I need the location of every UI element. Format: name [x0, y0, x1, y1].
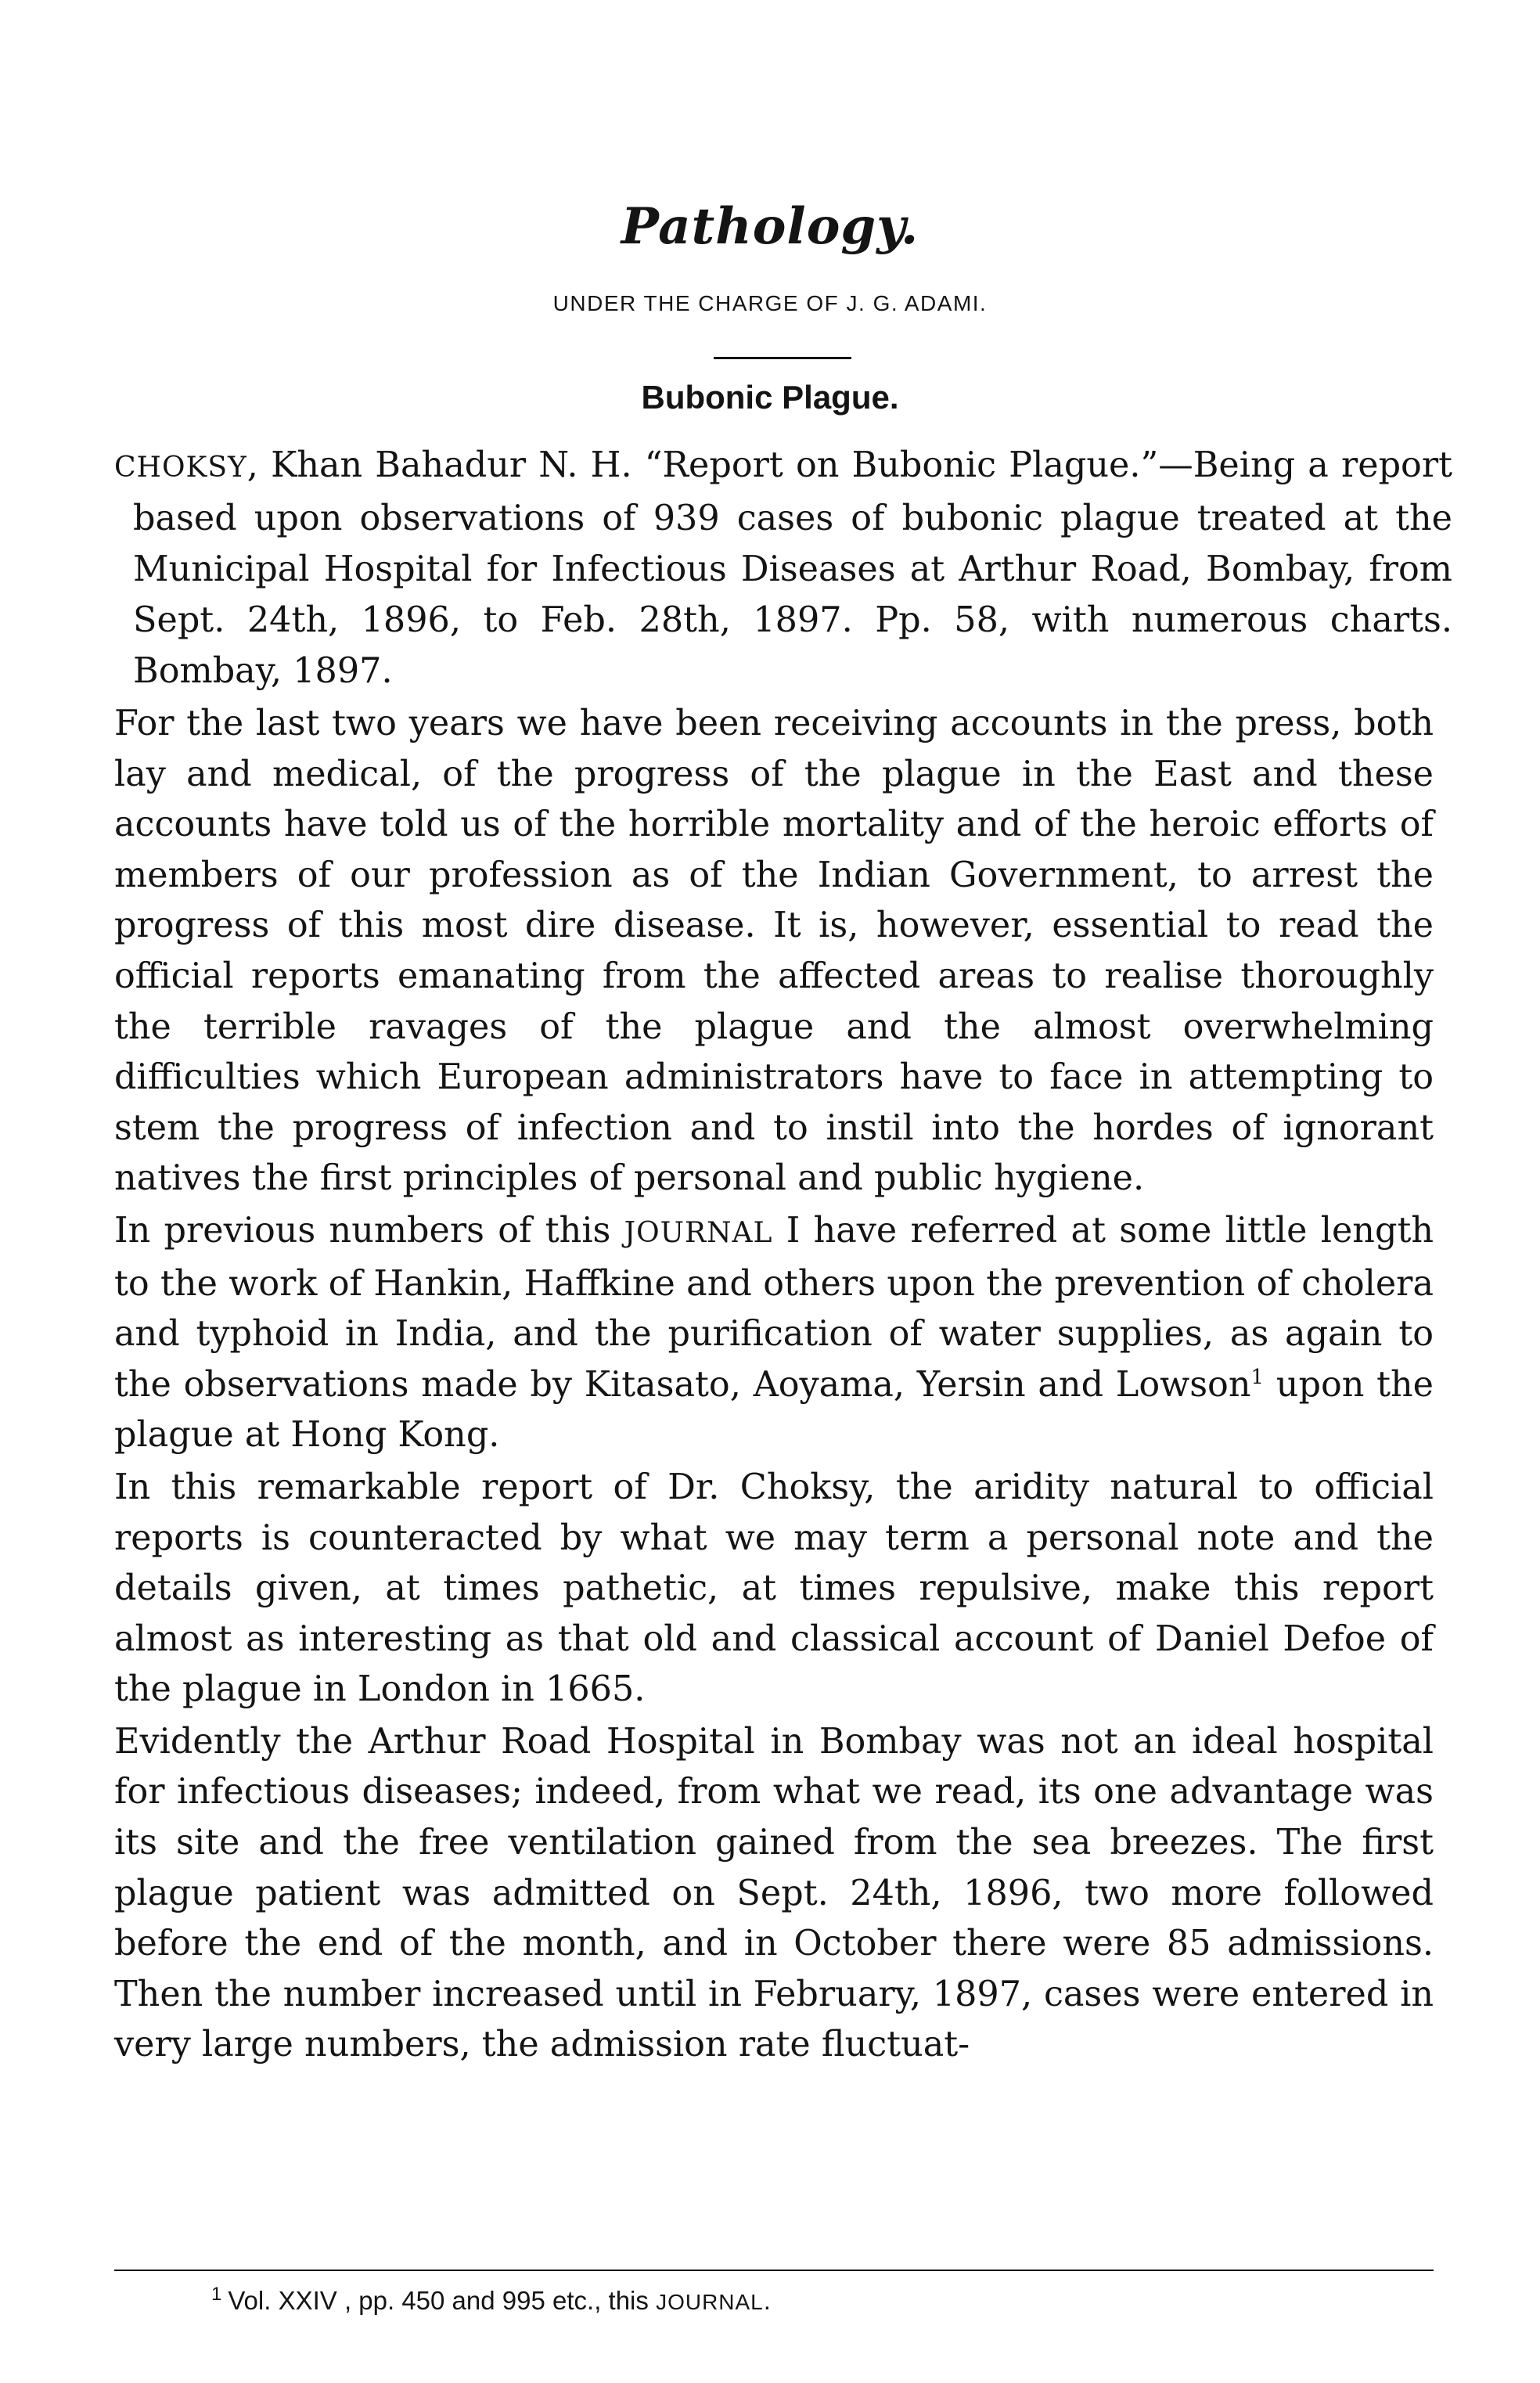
- footnote-journal: JOURNAL: [656, 2290, 764, 2314]
- journal-name: JOURNAL: [624, 1216, 773, 1249]
- paragraph-text: In previous numbers of this: [114, 1210, 624, 1251]
- paragraph-text: upon the plague at Hong Kong.: [114, 1364, 1434, 1456]
- citation-author: CHOKSY: [114, 452, 247, 484]
- section-title: Pathology.: [621, 197, 919, 256]
- title-divider: [714, 357, 851, 359]
- article-body: [114, 699, 1434, 2071]
- paragraph: In this remarkable report of Dr. Choksy, the aridity natural to official reports is counteracted by what we may term a personal note and the details given, at times pathetic, at times repulsive, make this report almost as interesting as that old and classical account of Daniel Defoe of the plague in London in 1665.: [114, 1467, 1434, 1710]
- editor-charge-line: UNDER THE CHARGE OF J. G. ADAMI.: [552, 291, 988, 315]
- footnote-ref[interactable]: 1: [1250, 1365, 1265, 1389]
- article-title: Bubonic Plague.: [641, 379, 899, 416]
- footnote-mark: 1: [211, 2284, 222, 2305]
- footnote-text: Vol. XXIV , pp. 450 and 995 etc., this: [228, 2286, 657, 2315]
- citation-details: , Khan Bahadur N. H. “Report on Bubonic Plague.”—Being a report based upon observations of 939 cases of bubonic plague treated at the Municipal Hospital for Infectious Diseases at Arthur Road, Bombay, from Sept. 24th, 1896, to Feb. 28th, 1897. Pp. 58, with numerous charts. Bombay, 1897.: [133, 445, 1452, 691]
- footnote-divider: [114, 2270, 1434, 2271]
- footnote: [114, 2284, 1531, 2316]
- citation: [114, 440, 1452, 697]
- paragraph: [114, 1206, 1434, 1461]
- paragraph: For the last two years we have been receiving accounts in the press, both lay and medical, of the progress of the plague in the East and these accounts have told us of the horrible mortality and of the heroic efforts of members of our profession as of the Indian Government, to arrest the progress of this most dire disease. It is, however, essential to read the official reports emanating from the affected areas to realise thoroughly the terrible ravages of the plague and the almost overwhelming difficulties which European administrators have to face in attempting to stem the progress of infection and to instil into the hordes of ignorant natives the first principles of personal and public hygiene.: [114, 704, 1434, 1199]
- paragraph: Evidently the Arthur Road Hospital in Bombay was not an ideal hospital for infectious diseases; indeed, from what we read, its one advantage was its site and the free ventilation gained from the sea breezes. The first plague patient was admitted on Sept. 24th, 1896, two more followed before the end of the month, and in October there were 85 admissions. Then the number increased until in February, 1897, cases were entered in very large numbers, the admission rate fluctuat-: [114, 1721, 1434, 2065]
- paragraph-text: I have referred at some little length to the work of Hankin, Haffkine and others upon the prevention of cholera and typhoid in India, and the purification of water supplies, as again to the observations made by Kitasato, Aoyama, Yersin and Lowson: [114, 1210, 1434, 1405]
- footnote-text: .: [763, 2286, 771, 2315]
